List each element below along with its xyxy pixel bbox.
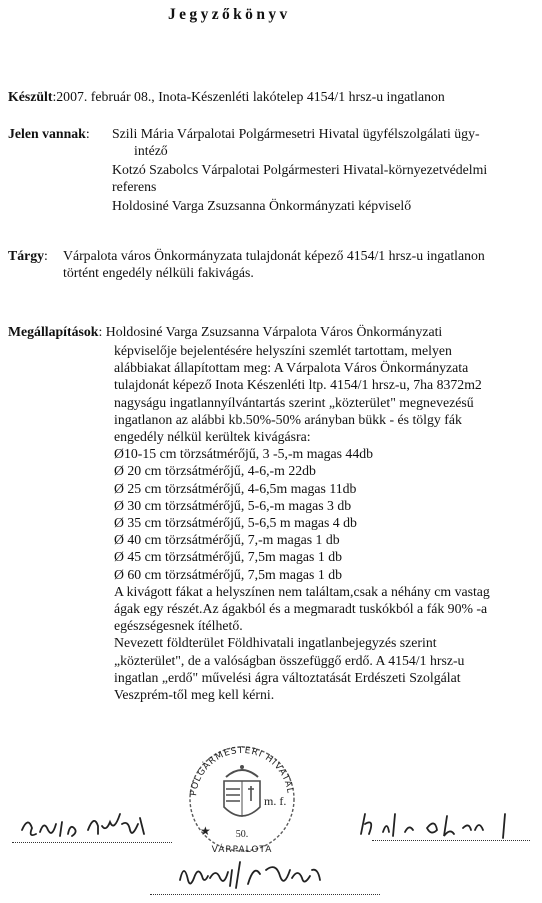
findings-first-line <box>8 324 442 341</box>
tree-list-item: Ø 25 cm törzsátmérőjű, 4-6,5m magas 11db <box>114 480 357 496</box>
jelen-label-block <box>8 126 90 143</box>
findings-body <box>114 342 490 703</box>
findings-first-text: : Holdosiné Varga Zsuzsanna Várpalota Város Önkormányzati <box>98 324 443 339</box>
subject-text <box>63 248 485 281</box>
targy-label: Tárgy <box>8 248 45 263</box>
attendee-line: referens <box>112 179 157 194</box>
seal-ring-path-text: POLGÁRMESTERI HIVATAL <box>189 745 295 797</box>
findings-line: tulajdonát képező Inota Készenléti ltp. 4154/1 hrsz-u, 7ha 8372m2 <box>114 377 482 393</box>
findings-line: képviselője bejelentésére helyszíni szemlét tartottam, melyen <box>114 343 452 358</box>
tree-list-item: Ø 20 cm törzsátmérőjű, 4-6,-m 22db <box>114 463 316 479</box>
targy-colon: : <box>44 248 48 263</box>
targy-label-block <box>8 248 48 265</box>
tree-list-item: Ø 30 cm törzsátmérőjű, 5-6,-m magas 3 db <box>114 497 352 513</box>
attendee-line: Szili Mária Várpalotai Polgármesetri Hivatal ügyfélszolgálati ügy- <box>112 126 480 141</box>
findings-label: Megállapítások <box>8 324 99 339</box>
tree-list-item: Ø10-15 cm törzsátmérőjű, 3 -5,-m magas 44db <box>114 446 374 462</box>
seal-bottom-text: VÁRPALOTA <box>211 845 273 855</box>
findings-line: nagyságu ingatlannyílvántartás szerint „közterület" megnevezésű <box>114 394 474 410</box>
keszult-text: :2007. február 08., Inota-Készenléti lakótelep 4154/1 hrsz-u ingatlanon <box>52 89 445 104</box>
findings-line: engedély nélkül kerültek kivágásra: <box>114 429 311 445</box>
attendee-line: Kotzó Szabolcs Várpalotai Polgármesteri Hivatal-környezetvédelmi <box>112 162 488 177</box>
jelen-label: Jelen vannak <box>8 126 86 141</box>
subject-line: Várpalota város Önkormányzata tulajdonát képező 4154/1 hrsz-u ingatlanon <box>63 248 485 263</box>
tree-list-item: Ø 45 cm törzsátmérőjű, 7,5m magas 1 db <box>114 549 342 565</box>
keszult-label: Készült <box>8 89 53 104</box>
attendee-line: Holdosiné Varga Zsuzsanna Önkormányzati képviselő <box>112 198 412 213</box>
signature-line-bottom <box>150 894 380 895</box>
findings-line: alábbiakat állapítottam meg: A Várpalota Város Önkormányzata <box>114 360 469 376</box>
findings-line: Veszprém-től meg kell kérni. <box>114 687 275 703</box>
findings-line: ingatlanon az alábbi kb.50%-50% arányban bükk - és tölgy fák <box>114 411 462 427</box>
coat-of-arms-icon <box>224 765 260 817</box>
tree-list-item: Ø 35 cm törzsátmérőjű, 5-6,5 m magas 4 db <box>114 515 357 531</box>
tree-list-item: Ø 60 cm törzsátmérőjű, 7,5m magas 1 db <box>114 566 342 582</box>
official-seal <box>178 733 306 855</box>
findings-line: A kivágott fákat a helyszínen nem találtam,csak a néhány cm vastag <box>114 583 490 599</box>
jelen-colon: : <box>85 126 90 141</box>
subject-line: történt engedély nélküli fakivágás. <box>63 264 254 280</box>
tree-list-item: Ø 40 cm törzsátmérőjű, 7,-m magas 1 db <box>114 532 340 548</box>
seal-number: 50. <box>235 829 249 840</box>
findings-line: ingatlan „erdő" művelési ágra változtatását Erdészeti Szolgálat <box>114 669 461 685</box>
findings-line: ágak egy részét.Az ágakból és a megmaradt tuskókból a fák 90% -a <box>114 601 488 617</box>
signature-line-left <box>12 842 172 843</box>
document-title: Jegyzőkönyv <box>168 6 291 23</box>
findings-line: egészségesnek ítélhető. <box>114 618 243 634</box>
attendee-line: intéző <box>134 143 168 158</box>
seal-star-icon: ★ <box>200 824 211 838</box>
keszult-line <box>8 89 445 106</box>
signature-line-right <box>372 840 530 841</box>
findings-line: „közterület", de a valóságban összefüggő erdő. A 4154/1 hrsz-u <box>114 652 465 668</box>
seal-mf-text: m. f. <box>264 794 287 808</box>
findings-line: Nevezett földterület Földhivatali ingatlanbejegyzés szerint <box>114 635 437 651</box>
